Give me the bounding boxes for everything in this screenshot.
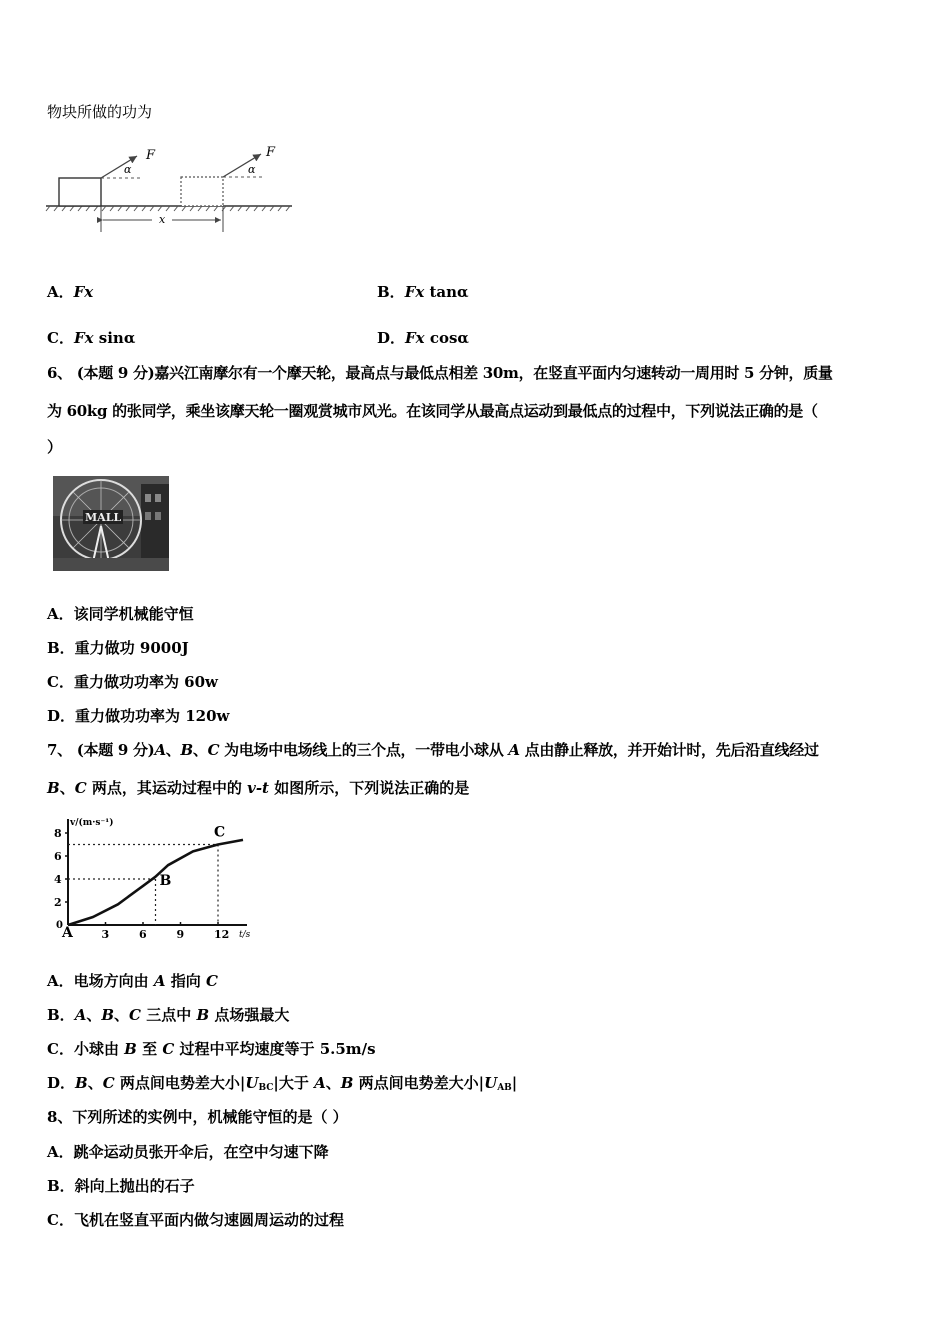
intro-text: 物块所做的功为 (47, 103, 153, 121)
y-tick-label: 6 (54, 850, 62, 863)
x-tick-label: 9 (176, 928, 185, 941)
force-label-1: F (146, 148, 156, 163)
force-arrow-1 (101, 156, 137, 178)
q5-option-d[interactable]: D．Fx cosα (377, 329, 469, 347)
svg-text:MALL: MALL (85, 511, 122, 524)
q8-option-c[interactable]: C．飞机在竖直平面内做匀速圆周运动的过程 (47, 1211, 344, 1229)
q6-stem-line1: 6、 (本题 9 分)嘉兴江南摩尔有一个摩天轮，最高点与最低点相差 30m，在竖直平面内匀速转动一周用时 5 分钟，质量 (47, 364, 833, 382)
ground-line (46, 206, 292, 211)
ferris-wheel-photo (53, 476, 169, 571)
q8-stem: 8、下列所述的实例中，机械能守恒的是（ ） (47, 1108, 348, 1126)
q8-option-a[interactable]: A．跳伞运动员张开伞后，在空中匀速下降 (47, 1143, 329, 1161)
q5-option-b[interactable]: B．Fx tanα (377, 283, 469, 301)
q7-option-d[interactable]: D．B、C 两点间电势差大小$|U_{BC}|$大于 A、B 两点间电势差大小$|U_{AB}|$ (47, 1074, 518, 1093)
displacement-label: x (159, 213, 166, 226)
block-initial (59, 178, 101, 206)
origin-label: 0 (56, 920, 63, 931)
force-label-2: F (266, 145, 276, 160)
q7-stem-line2: B、C 两点，其运动过程中的 v-t 如图所示，下列说法正确的是 (47, 779, 470, 797)
q7-stem-line1: 7、 (本题 9 分)A、B、C 为电场中电场线上的三个点，一带电小球从 A 点由静止释放，并开始计时，先后沿直线经过 (47, 741, 819, 759)
point-label-A: A (62, 925, 73, 941)
vt-chart (46, 813, 261, 943)
q7-option-c[interactable]: C．小球由 B 至 C 过程中平均速度等于 5.5m/s (47, 1040, 376, 1058)
y-tick-label: 2 (54, 896, 62, 909)
q6-option-a[interactable]: A．该同学机械能守恒 (47, 605, 194, 623)
point-label-B: B (159, 873, 172, 889)
q6-option-b[interactable]: B．重力做功 9000J (47, 639, 189, 657)
x-tick-label: 3 (101, 928, 110, 941)
y-tick-label: 4 (54, 873, 62, 886)
q6-stem-line3: ） (47, 438, 63, 456)
block-final (181, 177, 223, 206)
angle-label-2: α (248, 163, 256, 176)
q6-option-d[interactable]: D．重力做功功率为 120w (47, 707, 230, 725)
q7-option-b[interactable]: B．A、B、C 三点中 B 点场强最大 (47, 1006, 290, 1024)
angle-label-1: α (124, 163, 132, 176)
q8-option-b[interactable]: B．斜向上抛出的石子 (47, 1177, 195, 1195)
block-force-figure (42, 140, 302, 240)
q5-option-a[interactable]: A．Fx (47, 283, 94, 301)
y-axis-label: v/(m·s⁻¹) (70, 818, 114, 828)
q7-option-a[interactable]: A．电场方向由 A 指向 C (47, 972, 218, 990)
q6-stem-line2: 为 60kg 的张同学，乘坐该摩天轮一圈观赏城市风光。在该同学从最高点运动到最低点的过程中，下列说法正确的是（ (47, 402, 818, 420)
y-tick-label: 8 (54, 827, 62, 840)
point-label-C: C (214, 824, 226, 841)
vt-curve (68, 840, 243, 925)
x-tick-label: 6 (139, 928, 147, 941)
x-tick-label: 12 (214, 928, 230, 941)
q6-option-c[interactable]: C．重力做功功率为 60w (47, 673, 218, 691)
q5-option-c[interactable]: C．Fx sinα (47, 329, 136, 347)
x-axis-label: t/s (239, 930, 251, 940)
